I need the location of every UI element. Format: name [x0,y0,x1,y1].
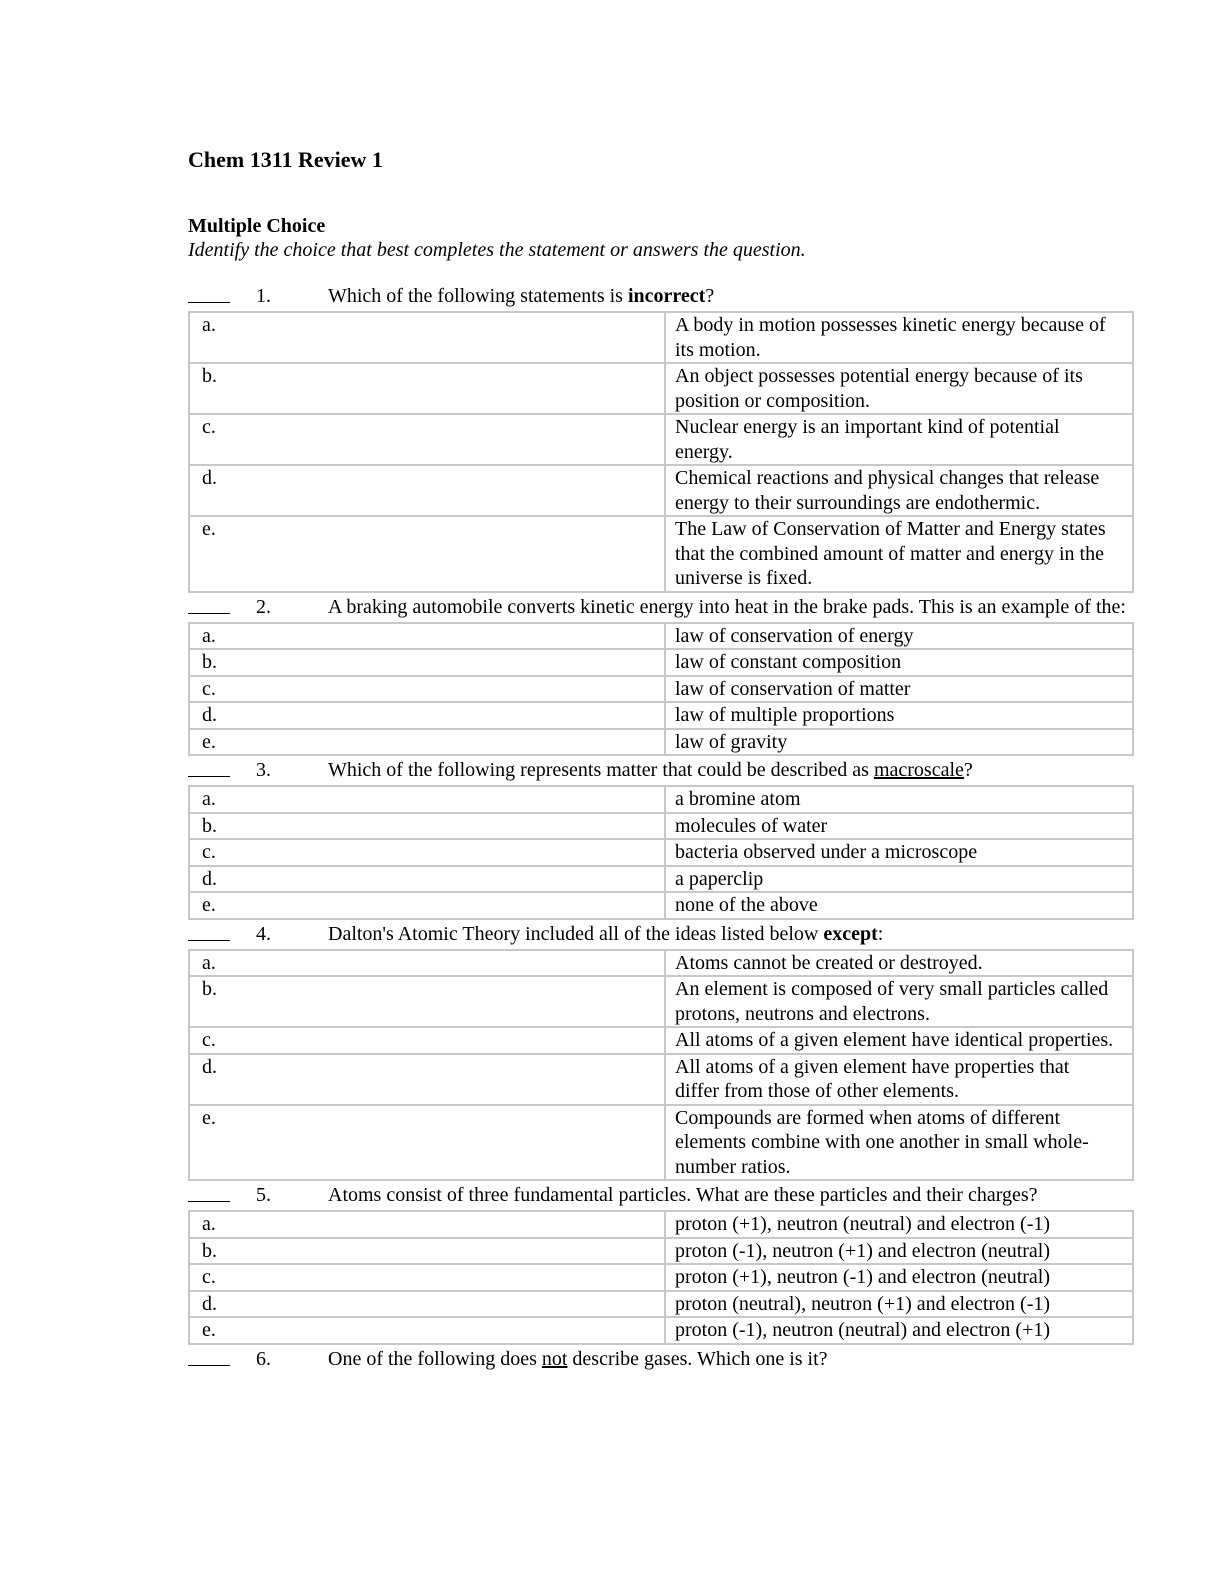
question-number: 4. [256,922,271,945]
choice-text: Chemical reactions and physical changes that release energy to their surroundings are endothermic. [666,466,1132,517]
choice-text: a paperclip [666,867,1132,894]
choice-letter: c. [190,1265,666,1292]
choice-row[interactable] [190,1055,1132,1106]
emphasis-bold: except [823,922,878,945]
choice-text: Nuclear energy is an important kind of potential energy. [666,415,1132,466]
page-title: Chem 1311 Review 1 [188,147,383,172]
choice-letter: e. [190,730,666,755]
choice-row[interactable] [190,1106,1132,1180]
choice-text: A body in motion possesses kinetic energy because of its motion. [666,313,1132,364]
choice-letter: a. [190,951,666,978]
choice-row[interactable] [190,1265,1132,1292]
emphasis-underline: macroscale [873,759,964,781]
choice-text: The Law of Conservation of Matter and Energy states that the combined amount of matter and energy in the universe is fixed. [675,518,1106,589]
question-number: 3. [256,759,271,781]
choice-row[interactable] [190,977,1132,1028]
choice-row[interactable] [190,415,1132,466]
choice-letter: c. [190,1028,666,1055]
section-heading: Multiple Choice [188,215,326,237]
choice-text: Atoms cannot be created or destroyed. [666,951,1132,978]
choice-row[interactable] [190,466,1132,517]
choice-letter: b. [190,814,666,841]
choice-text: proton (+1), neutron (-1) and electron (neutral) [666,1265,1132,1292]
choice-table [188,1210,1134,1345]
question-text: A braking automobile converts kinetic energy into heat in the brake pads. This is an example of the: [328,595,1126,618]
choice-row[interactable] [190,1212,1132,1239]
choice-table [188,949,1134,1182]
choice-row[interactable] [190,313,1132,364]
question-number: 5. [256,1184,271,1206]
choice-row[interactable] [190,1318,1132,1343]
choice-row[interactable] [190,787,1132,814]
choice-text: law of gravity [675,730,788,753]
choice-text: proton (neutral), neutron (+1) and electron (-1) [666,1292,1132,1319]
choice-text: law of constant composition [666,650,1132,677]
choice-letter: a. [190,313,666,364]
choice-letter: e. [190,893,666,918]
exam-page [188,140,1134,1372]
choice-row[interactable] [190,1292,1132,1319]
choice-letter: c. [190,840,666,867]
question-number: 2. [256,595,271,618]
choice-row[interactable] [190,364,1132,415]
question-2 [188,595,1134,620]
choice-row[interactable] [190,840,1132,867]
choice-letter: a. [190,1212,666,1239]
question-text: Dalton's Atomic Theory included all of the ideas listed below except: [328,922,884,945]
question-3 [188,758,1134,783]
choice-text: law of multiple proportions [666,703,1132,730]
choice-text: molecules of water [666,814,1132,841]
choice-row[interactable] [190,703,1132,730]
choice-letter: a. [190,787,666,814]
choice-row[interactable] [190,867,1132,894]
choice-table [188,311,1134,593]
choice-text: An object possesses potential energy because of its position or composition. [666,364,1132,415]
answer-blank[interactable] [188,1347,230,1366]
question-text: Atoms consist of three fundamental particles. What are these particles and their charges? [328,1184,1038,1206]
choice-letter: b. [190,364,666,415]
emphasis-underline: not [541,1347,568,1370]
answer-blank[interactable] [188,1183,230,1202]
choice-letter: e. [190,1318,666,1343]
choice-letter: e. [190,517,666,591]
choice-letter: d. [190,466,666,517]
choice-letter: b. [190,650,666,677]
choice-letter: d. [190,1055,666,1106]
question-text: Which of the following statements is incorrect? [328,285,715,307]
question-list [188,284,1134,1372]
question-number: 6. [256,1347,271,1370]
choice-row[interactable] [190,1239,1132,1266]
section-instructions: Identify the choice that best completes the statement or answers the question. [188,239,806,261]
choice-row[interactable] [190,677,1132,704]
choice-text: proton (-1), neutron (neutral) and electron (+1) [675,1319,1051,1341]
choice-table [188,622,1134,757]
choice-text: All atoms of a given element have properties that differ from those of other elements. [666,1055,1132,1106]
choice-letter: a. [190,624,666,651]
choice-text: All atoms of a given element have identical properties. [666,1028,1132,1055]
answer-blank[interactable] [188,922,230,941]
choice-row[interactable] [190,814,1132,841]
choice-letter: e. [190,1106,666,1180]
choice-letter: d. [190,867,666,894]
choice-text: proton (-1), neutron (+1) and electron (neutral) [666,1239,1132,1266]
choice-letter: c. [190,415,666,466]
question-5 [188,1183,1134,1208]
choice-letter: d. [190,703,666,730]
answer-blank[interactable] [188,758,230,777]
choice-text: law of conservation of matter [666,677,1132,704]
question-text: One of the following does not describe gases. Which one is it? [328,1347,828,1370]
choice-letter: c. [190,677,666,704]
choice-row[interactable] [190,1028,1132,1055]
choice-text: bacteria observed under a microscope [666,840,1132,867]
question-text: Which of the following represents matter that could be described as macroscale? [328,759,973,781]
choice-text: a bromine atom [666,787,1132,814]
choice-row[interactable] [190,650,1132,677]
question-4 [188,922,1134,947]
choice-row[interactable] [190,730,1132,755]
choice-text: An element is composed of very small particles called protons, neutrons and electrons. [666,977,1132,1028]
question-1 [188,284,1134,309]
choice-text: proton (+1), neutron (neutral) and electron (-1) [666,1212,1132,1239]
choice-letter: d. [190,1292,666,1319]
choice-row[interactable] [190,624,1132,651]
question-6 [188,1347,1134,1372]
choice-text: Compounds are formed when atoms of different elements combine with one another in small whole-number ratios. [675,1106,1089,1178]
choice-table [188,785,1134,920]
choice-row[interactable] [190,893,1132,918]
emphasis-bold: incorrect [627,285,706,307]
choice-row[interactable] [190,517,1132,591]
answer-blank[interactable] [188,284,230,303]
section-multiple-choice [188,214,1134,262]
choice-letter: b. [190,1239,666,1266]
question-number: 1. [256,285,271,307]
choice-text: none of the above [675,894,818,916]
choice-row[interactable] [190,951,1132,978]
choice-text: law of conservation of energy [666,624,1132,651]
answer-blank[interactable] [188,595,230,614]
choice-letter: b. [190,977,666,1028]
